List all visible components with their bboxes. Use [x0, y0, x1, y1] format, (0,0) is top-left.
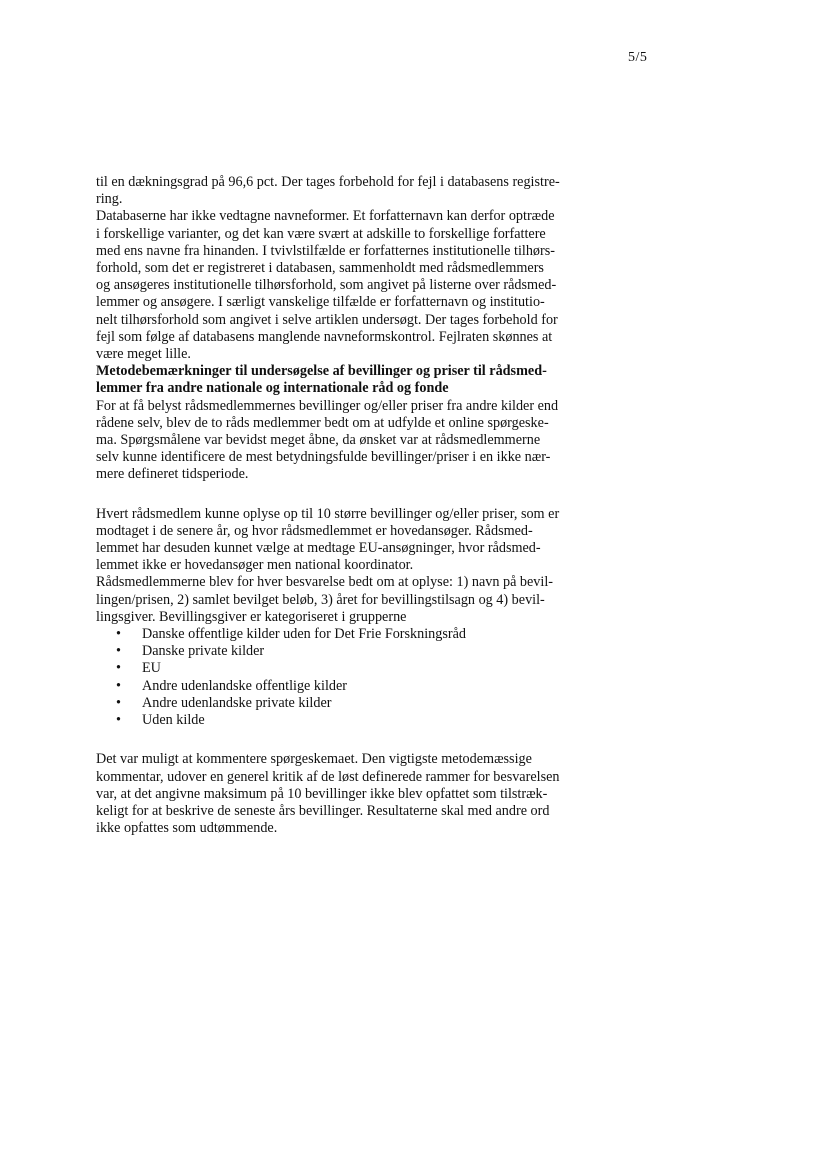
text-line: lemmer og ansøgere. I særligt vanskelige tilfælde er forfatternavn og institutio-: [96, 294, 545, 311]
text-line: var, at det angivne maksimum på 10 bevillinger ikke blev opfattet som tilstræk-: [96, 785, 548, 802]
text-line: kommentar, udover en generel kritik af de løst definerede rammer for besvarelsen: [96, 768, 560, 785]
text-line: Databaserne har ikke vedtagne navneformer. Et forfatternavn kan derfor optræde: [96, 208, 555, 225]
page-number: 5/5: [628, 50, 648, 65]
paragraph-categories-text: [96, 574, 596, 626]
text-line: ring.: [96, 191, 123, 208]
paragraph-comments: [96, 751, 596, 837]
text-line: For at få belyst rådsmedlemmernes bevillinger og/eller priser fra andre kilder end: [96, 397, 559, 414]
list-item: [96, 695, 596, 712]
list-item: [96, 660, 596, 677]
text-line: lingsgiver. Bevillingsgiver er kategoriseret i grupperne: [96, 608, 407, 625]
text-line: og ansøgeres institutionelle tilhørsforhold, som angivet på listerne over rådsmed-: [96, 277, 557, 294]
heading-line: lemmer fra andre nationale og internationale råd og fonde: [96, 380, 449, 397]
list-item-label: EU: [142, 660, 161, 677]
grant-source-list: [96, 626, 596, 729]
text-line: være meget lille.: [96, 346, 191, 363]
bullet-icon: •: [116, 626, 121, 643]
text-line: modtaget i de senere år, og hvor rådsmedlemmet er hovedansøger. Rådsmed-: [96, 522, 533, 539]
text-line: lemmet ikke er hovedansøger men national koordinator.: [96, 557, 414, 574]
paragraph-categories: [96, 574, 596, 729]
paragraph-name-forms: [96, 208, 596, 363]
list-item: [96, 712, 596, 729]
text-line: Det var muligt at kommentere spørgeskemaet. Den vigtigste metodemæssige: [96, 751, 532, 768]
text-line: ma. Spørgsmålene var bevidst meget åbne, da ønsket var at rådsmedlemmerne: [96, 432, 541, 449]
text-line: mere defineret tidsperiode.: [96, 466, 249, 483]
list-item-label: Andre udenlandske private kilder: [142, 694, 332, 711]
bullet-icon: •: [116, 694, 121, 711]
text-line: fejl som følge af databasens manglende navneformskontrol. Fejlraten skønnes at: [96, 328, 553, 345]
list-item: [96, 626, 596, 643]
heading-line: Metodebemærkninger til undersøgelse af bevillinger og priser til rådsmed-: [96, 363, 547, 380]
list-item-label: Danske offentlige kilder uden for Det Frie Forskningsråd: [142, 626, 467, 643]
list-item: [96, 643, 596, 660]
text-line: Rådsmedlemmerne blev for hver besvarelse bedt om at oplyse: 1) navn på bevil-: [96, 574, 554, 591]
list-item-label: Uden kilde: [142, 712, 205, 729]
text-line: selv kunne identificere de mest betydningsfulde bevillinger/priser i en ikke nær-: [96, 449, 551, 466]
text-line: til en dækningsgrad på 96,6 pct. Der tages forbehold for fejl i databasens registre-: [96, 174, 560, 190]
text-line: forhold, som det er registreret i databasen, sammenholdt med rådsmedlemmers: [96, 260, 544, 277]
bullet-icon: •: [116, 660, 121, 677]
list-item-label: Danske private kilder: [142, 643, 265, 660]
bullet-icon: •: [116, 712, 121, 729]
text-line: lemmet har desuden kunnet vælge at medtage EU-ansøgninger, hvor rådsmed-: [96, 540, 541, 557]
bullet-icon: •: [116, 643, 121, 660]
section-intro: [96, 398, 596, 484]
text-line: rådene selv, blev de to råds medlemmer bedt om at udfylde et online spørgeske-: [96, 414, 549, 431]
bullet-icon: •: [116, 677, 121, 694]
text-line: med ens navne fra hinanden. I tvivlstilfælde er forfatternes institutionelle tilhørs-: [96, 242, 555, 259]
text-line: keligt for at beskrive de seneste års bevillinger. Resultaterne skal med andre ord: [96, 802, 550, 819]
section-heading: [96, 363, 596, 397]
text-line: ikke opfattes som udtømmende.: [96, 820, 278, 837]
paragraph-grants-limit: [96, 506, 596, 575]
text-line: Hvert rådsmedlem kunne oplyse op til 10 større bevillinger og/eller priser, som er: [96, 505, 560, 522]
list-item: [96, 678, 596, 695]
section-method-remarks: [96, 363, 596, 483]
list-item-label: Andre udenlandske offentlige kilder: [142, 677, 347, 694]
text-line: nelt tilhørsforhold som angivet i selve artiklen undersøgt. Der tages forbehold for: [96, 311, 558, 328]
document-body: [96, 174, 596, 837]
paragraph-coverage: [96, 174, 596, 208]
text-line: i forskellige varianter, og det kan være svært at adskille to forskellige forfattere: [96, 225, 546, 242]
text-line: lingen/prisen, 2) samlet bevilget beløb, 3) året for bevillingstilsagn og 4) bevil-: [96, 591, 545, 608]
